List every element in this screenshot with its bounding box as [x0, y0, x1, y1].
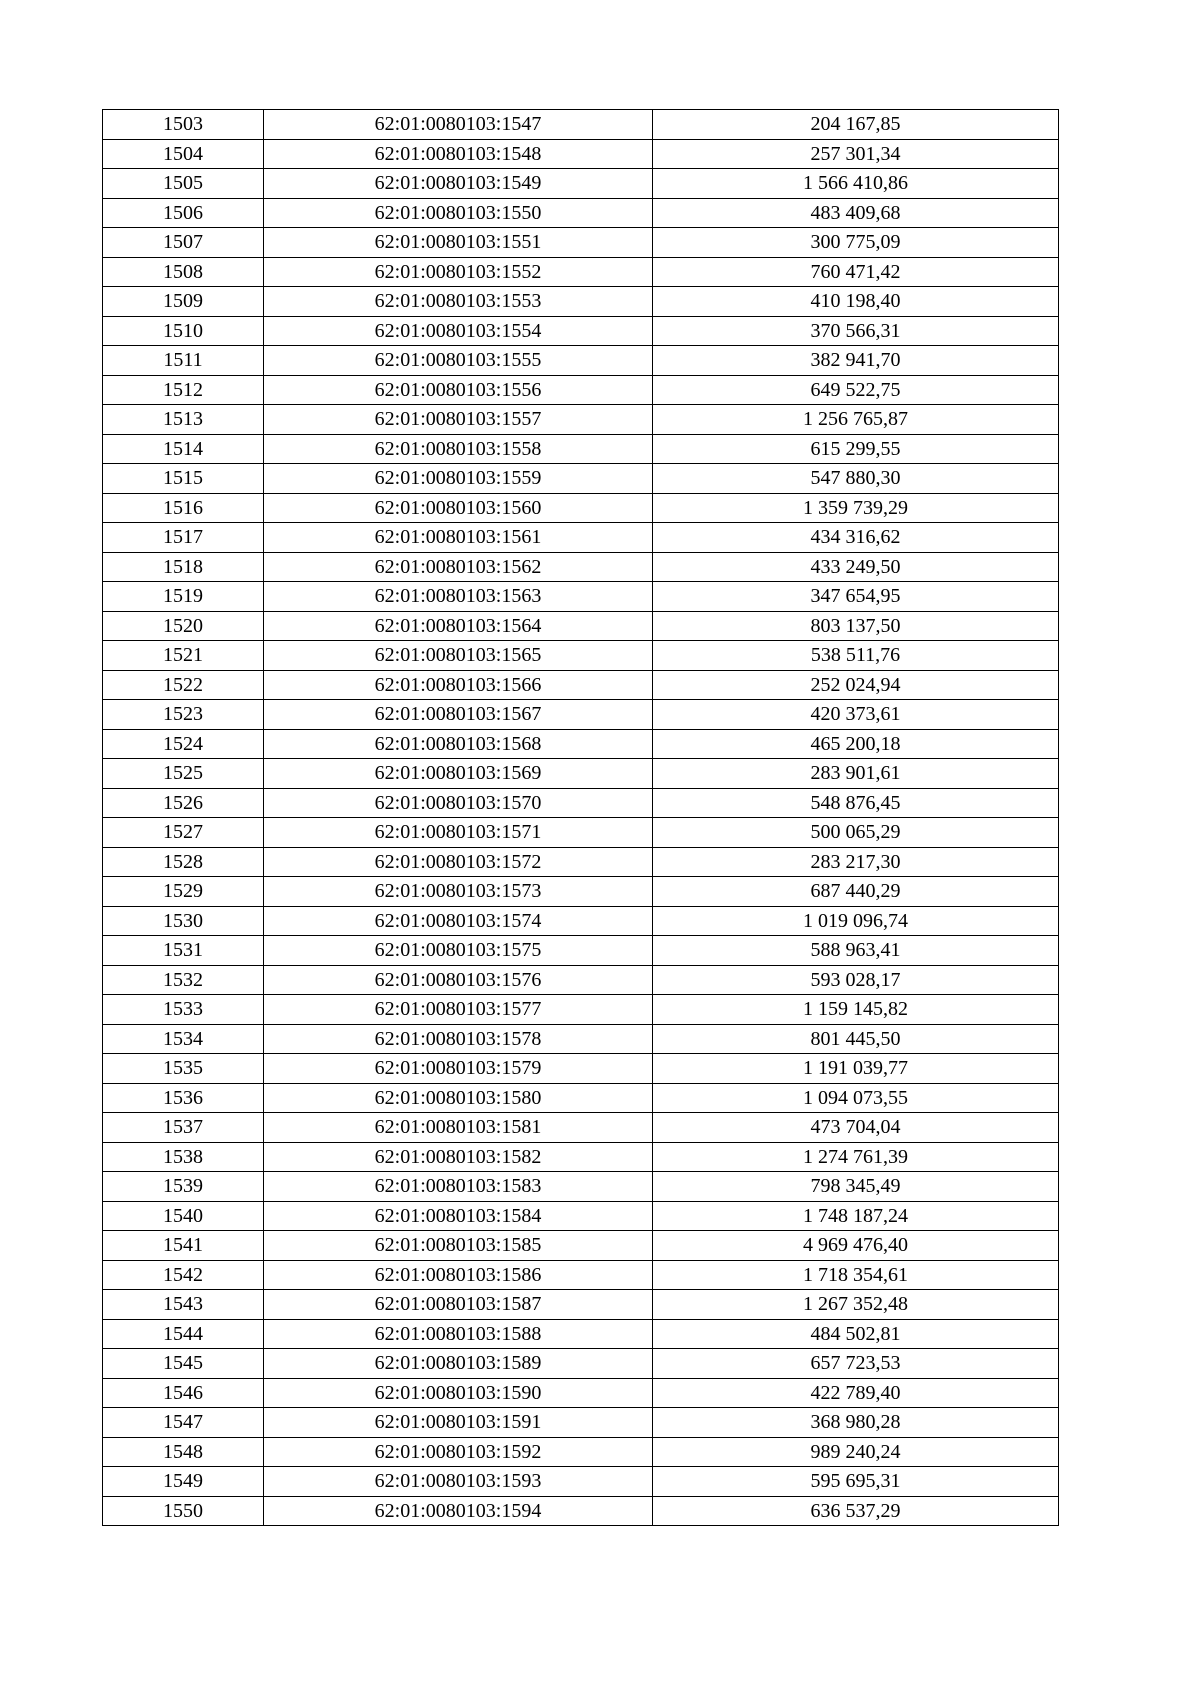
row-number-cell: 1519	[103, 582, 264, 612]
cadastral-number-cell: 62:01:0080103:1555	[264, 346, 653, 376]
cadastral-value-cell: 283 217,30	[653, 847, 1059, 877]
cadastral-number-cell: 62:01:0080103:1560	[264, 493, 653, 523]
table-row	[103, 847, 1059, 877]
table-row	[103, 552, 1059, 582]
cadastral-value-cell: 548 876,45	[653, 788, 1059, 818]
cadastral-number-cell: 62:01:0080103:1559	[264, 464, 653, 494]
row-number-cell: 1545	[103, 1349, 264, 1379]
cadastral-value-cell: 615 299,55	[653, 434, 1059, 464]
row-number-cell: 1518	[103, 552, 264, 582]
row-number-cell: 1504	[103, 139, 264, 169]
row-number-cell: 1538	[103, 1142, 264, 1172]
cadastral-value-cell: 420 373,61	[653, 700, 1059, 730]
cadastral-number-cell: 62:01:0080103:1582	[264, 1142, 653, 1172]
row-number-cell: 1543	[103, 1290, 264, 1320]
table-row	[103, 1349, 1059, 1379]
row-number-cell: 1505	[103, 169, 264, 199]
cadastral-value-cell: 283 901,61	[653, 759, 1059, 789]
table-row	[103, 818, 1059, 848]
cadastral-number-cell: 62:01:0080103:1562	[264, 552, 653, 582]
table-row	[103, 1201, 1059, 1231]
table-row	[103, 936, 1059, 966]
cadastral-value-cell: 300 775,09	[653, 228, 1059, 258]
table-row	[103, 316, 1059, 346]
cadastral-value-cell: 593 028,17	[653, 965, 1059, 995]
row-number-cell: 1508	[103, 257, 264, 287]
cadastral-number-cell: 62:01:0080103:1583	[264, 1172, 653, 1202]
cadastral-number-cell: 62:01:0080103:1587	[264, 1290, 653, 1320]
cadastral-number-cell: 62:01:0080103:1556	[264, 375, 653, 405]
cadastral-number-cell: 62:01:0080103:1563	[264, 582, 653, 612]
cadastral-number-cell: 62:01:0080103:1589	[264, 1349, 653, 1379]
table-row	[103, 1024, 1059, 1054]
table-row	[103, 1408, 1059, 1438]
cadastral-value-cell: 649 522,75	[653, 375, 1059, 405]
table-row	[103, 375, 1059, 405]
cadastral-number-cell: 62:01:0080103:1558	[264, 434, 653, 464]
row-number-cell: 1541	[103, 1231, 264, 1261]
cadastral-value-cell: 687 440,29	[653, 877, 1059, 907]
cadastral-value-cell: 257 301,34	[653, 139, 1059, 169]
table-row	[103, 729, 1059, 759]
table-row	[103, 434, 1059, 464]
table-row	[103, 700, 1059, 730]
cadastral-value-cell: 1 748 187,24	[653, 1201, 1059, 1231]
row-number-cell: 1506	[103, 198, 264, 228]
cadastral-number-cell: 62:01:0080103:1580	[264, 1083, 653, 1113]
cadastral-number-cell: 62:01:0080103:1575	[264, 936, 653, 966]
cadastral-value-cell: 252 024,94	[653, 670, 1059, 700]
cadastral-value-cell: 483 409,68	[653, 198, 1059, 228]
cadastral-value-cell: 347 654,95	[653, 582, 1059, 612]
row-number-cell: 1525	[103, 759, 264, 789]
row-number-cell: 1514	[103, 434, 264, 464]
cadastral-value-cell: 798 345,49	[653, 1172, 1059, 1202]
row-number-cell: 1522	[103, 670, 264, 700]
row-number-cell: 1520	[103, 611, 264, 641]
row-number-cell: 1542	[103, 1260, 264, 1290]
cadastral-value-cell: 1 274 761,39	[653, 1142, 1059, 1172]
cadastral-value-cell: 1 191 039,77	[653, 1054, 1059, 1084]
cadastral-number-cell: 62:01:0080103:1553	[264, 287, 653, 317]
table-row	[103, 995, 1059, 1025]
cadastral-value-cell: 801 445,50	[653, 1024, 1059, 1054]
table-row	[103, 611, 1059, 641]
row-number-cell: 1527	[103, 818, 264, 848]
cadastral-value-cell: 410 198,40	[653, 287, 1059, 317]
table-row	[103, 788, 1059, 818]
cadastral-value-cell: 1 159 145,82	[653, 995, 1059, 1025]
table-row	[103, 1496, 1059, 1526]
cadastral-value-cell: 1 267 352,48	[653, 1290, 1059, 1320]
row-number-cell: 1526	[103, 788, 264, 818]
row-number-cell: 1513	[103, 405, 264, 435]
cadastral-value-cell: 595 695,31	[653, 1467, 1059, 1497]
cadastral-value-cell: 370 566,31	[653, 316, 1059, 346]
row-number-cell: 1536	[103, 1083, 264, 1113]
cadastral-number-cell: 62:01:0080103:1574	[264, 906, 653, 936]
table-row	[103, 169, 1059, 199]
cadastral-number-cell: 62:01:0080103:1554	[264, 316, 653, 346]
table-row	[103, 405, 1059, 435]
cadastral-number-cell: 62:01:0080103:1570	[264, 788, 653, 818]
table-row	[103, 1142, 1059, 1172]
cadastral-number-cell: 62:01:0080103:1585	[264, 1231, 653, 1261]
table-row	[103, 228, 1059, 258]
cadastral-number-cell: 62:01:0080103:1594	[264, 1496, 653, 1526]
table-row	[103, 1467, 1059, 1497]
row-number-cell: 1549	[103, 1467, 264, 1497]
table-row	[103, 1378, 1059, 1408]
cadastral-number-cell: 62:01:0080103:1578	[264, 1024, 653, 1054]
cadastral-number-cell: 62:01:0080103:1549	[264, 169, 653, 199]
cadastral-value-cell: 1 566 410,86	[653, 169, 1059, 199]
row-number-cell: 1510	[103, 316, 264, 346]
cadastral-value-cell: 636 537,29	[653, 1496, 1059, 1526]
row-number-cell: 1533	[103, 995, 264, 1025]
cadastral-value-cell: 433 249,50	[653, 552, 1059, 582]
cadastral-value-cell: 547 880,30	[653, 464, 1059, 494]
cadastral-number-cell: 62:01:0080103:1588	[264, 1319, 653, 1349]
row-number-cell: 1511	[103, 346, 264, 376]
row-number-cell: 1524	[103, 729, 264, 759]
table-row	[103, 139, 1059, 169]
cadastral-value-cell: 1 256 765,87	[653, 405, 1059, 435]
cadastral-number-cell: 62:01:0080103:1557	[264, 405, 653, 435]
cadastral-number-cell: 62:01:0080103:1576	[264, 965, 653, 995]
cadastral-number-cell: 62:01:0080103:1547	[264, 110, 653, 140]
cadastral-number-cell: 62:01:0080103:1590	[264, 1378, 653, 1408]
table-row	[103, 1113, 1059, 1143]
cadastral-value-cell: 500 065,29	[653, 818, 1059, 848]
table-row	[103, 1260, 1059, 1290]
cadastral-value-cell: 1 718 354,61	[653, 1260, 1059, 1290]
table-row	[103, 464, 1059, 494]
cadastral-number-cell: 62:01:0080103:1572	[264, 847, 653, 877]
cadastral-value-cell: 484 502,81	[653, 1319, 1059, 1349]
table-row	[103, 1437, 1059, 1467]
cadastral-value-cell: 465 200,18	[653, 729, 1059, 759]
table-row	[103, 1290, 1059, 1320]
row-number-cell: 1529	[103, 877, 264, 907]
cadastral-value-cell: 1 019 096,74	[653, 906, 1059, 936]
table-row	[103, 346, 1059, 376]
table-row	[103, 257, 1059, 287]
cadastral-value-cell: 434 316,62	[653, 523, 1059, 553]
cadastral-value-cell: 657 723,53	[653, 1349, 1059, 1379]
cadastral-value-cell: 473 704,04	[653, 1113, 1059, 1143]
row-number-cell: 1548	[103, 1437, 264, 1467]
row-number-cell: 1509	[103, 287, 264, 317]
cadastral-number-cell: 62:01:0080103:1566	[264, 670, 653, 700]
row-number-cell: 1547	[103, 1408, 264, 1438]
cadastral-value-cell: 422 789,40	[653, 1378, 1059, 1408]
cadastral-number-cell: 62:01:0080103:1593	[264, 1467, 653, 1497]
cadastral-number-cell: 62:01:0080103:1586	[264, 1260, 653, 1290]
row-number-cell: 1532	[103, 965, 264, 995]
table-row	[103, 287, 1059, 317]
row-number-cell: 1550	[103, 1496, 264, 1526]
cadastral-value-cell: 204 167,85	[653, 110, 1059, 140]
row-number-cell: 1544	[103, 1319, 264, 1349]
cadastral-number-cell: 62:01:0080103:1551	[264, 228, 653, 258]
table-row	[103, 198, 1059, 228]
cadastral-value-cell: 588 963,41	[653, 936, 1059, 966]
row-number-cell: 1507	[103, 228, 264, 258]
cadastral-number-cell: 62:01:0080103:1577	[264, 995, 653, 1025]
row-number-cell: 1540	[103, 1201, 264, 1231]
row-number-cell: 1546	[103, 1378, 264, 1408]
cadastral-value-cell: 1 094 073,55	[653, 1083, 1059, 1113]
cadastral-number-cell: 62:01:0080103:1573	[264, 877, 653, 907]
table-row	[103, 1231, 1059, 1261]
table-row	[103, 1083, 1059, 1113]
row-number-cell: 1523	[103, 700, 264, 730]
row-number-cell: 1515	[103, 464, 264, 494]
cadastral-value-cell: 382 941,70	[653, 346, 1059, 376]
table-row	[103, 641, 1059, 671]
cadastral-value-cell: 538 511,76	[653, 641, 1059, 671]
table-row	[103, 582, 1059, 612]
row-number-cell: 1521	[103, 641, 264, 671]
row-number-cell: 1516	[103, 493, 264, 523]
cadastral-value-table	[102, 109, 1059, 1526]
cadastral-value-cell: 989 240,24	[653, 1437, 1059, 1467]
cadastral-value-cell: 1 359 739,29	[653, 493, 1059, 523]
table-row	[103, 110, 1059, 140]
cadastral-number-cell: 62:01:0080103:1561	[264, 523, 653, 553]
row-number-cell: 1535	[103, 1054, 264, 1084]
row-number-cell: 1517	[103, 523, 264, 553]
row-number-cell: 1531	[103, 936, 264, 966]
table-row	[103, 1054, 1059, 1084]
table-row	[103, 877, 1059, 907]
row-number-cell: 1512	[103, 375, 264, 405]
table-row	[103, 1172, 1059, 1202]
row-number-cell: 1537	[103, 1113, 264, 1143]
cadastral-number-cell: 62:01:0080103:1581	[264, 1113, 653, 1143]
cadastral-number-cell: 62:01:0080103:1568	[264, 729, 653, 759]
row-number-cell: 1534	[103, 1024, 264, 1054]
cadastral-value-cell: 803 137,50	[653, 611, 1059, 641]
table-row	[103, 906, 1059, 936]
cadastral-number-cell: 62:01:0080103:1591	[264, 1408, 653, 1438]
table-row	[103, 523, 1059, 553]
cadastral-value-cell: 760 471,42	[653, 257, 1059, 287]
cadastral-number-cell: 62:01:0080103:1592	[264, 1437, 653, 1467]
table-row	[103, 670, 1059, 700]
cadastral-number-cell: 62:01:0080103:1579	[264, 1054, 653, 1084]
table-body	[103, 110, 1059, 1526]
cadastral-value-cell: 368 980,28	[653, 1408, 1059, 1438]
cadastral-number-cell: 62:01:0080103:1571	[264, 818, 653, 848]
row-number-cell: 1539	[103, 1172, 264, 1202]
cadastral-number-cell: 62:01:0080103:1584	[264, 1201, 653, 1231]
table-row	[103, 759, 1059, 789]
cadastral-number-cell: 62:01:0080103:1552	[264, 257, 653, 287]
table-row	[103, 493, 1059, 523]
row-number-cell: 1530	[103, 906, 264, 936]
table-row	[103, 1319, 1059, 1349]
row-number-cell: 1503	[103, 110, 264, 140]
cadastral-number-cell: 62:01:0080103:1548	[264, 139, 653, 169]
cadastral-number-cell: 62:01:0080103:1565	[264, 641, 653, 671]
cadastral-number-cell: 62:01:0080103:1567	[264, 700, 653, 730]
cadastral-value-cell: 4 969 476,40	[653, 1231, 1059, 1261]
cadastral-number-cell: 62:01:0080103:1564	[264, 611, 653, 641]
row-number-cell: 1528	[103, 847, 264, 877]
cadastral-number-cell: 62:01:0080103:1569	[264, 759, 653, 789]
cadastral-number-cell: 62:01:0080103:1550	[264, 198, 653, 228]
table-row	[103, 965, 1059, 995]
